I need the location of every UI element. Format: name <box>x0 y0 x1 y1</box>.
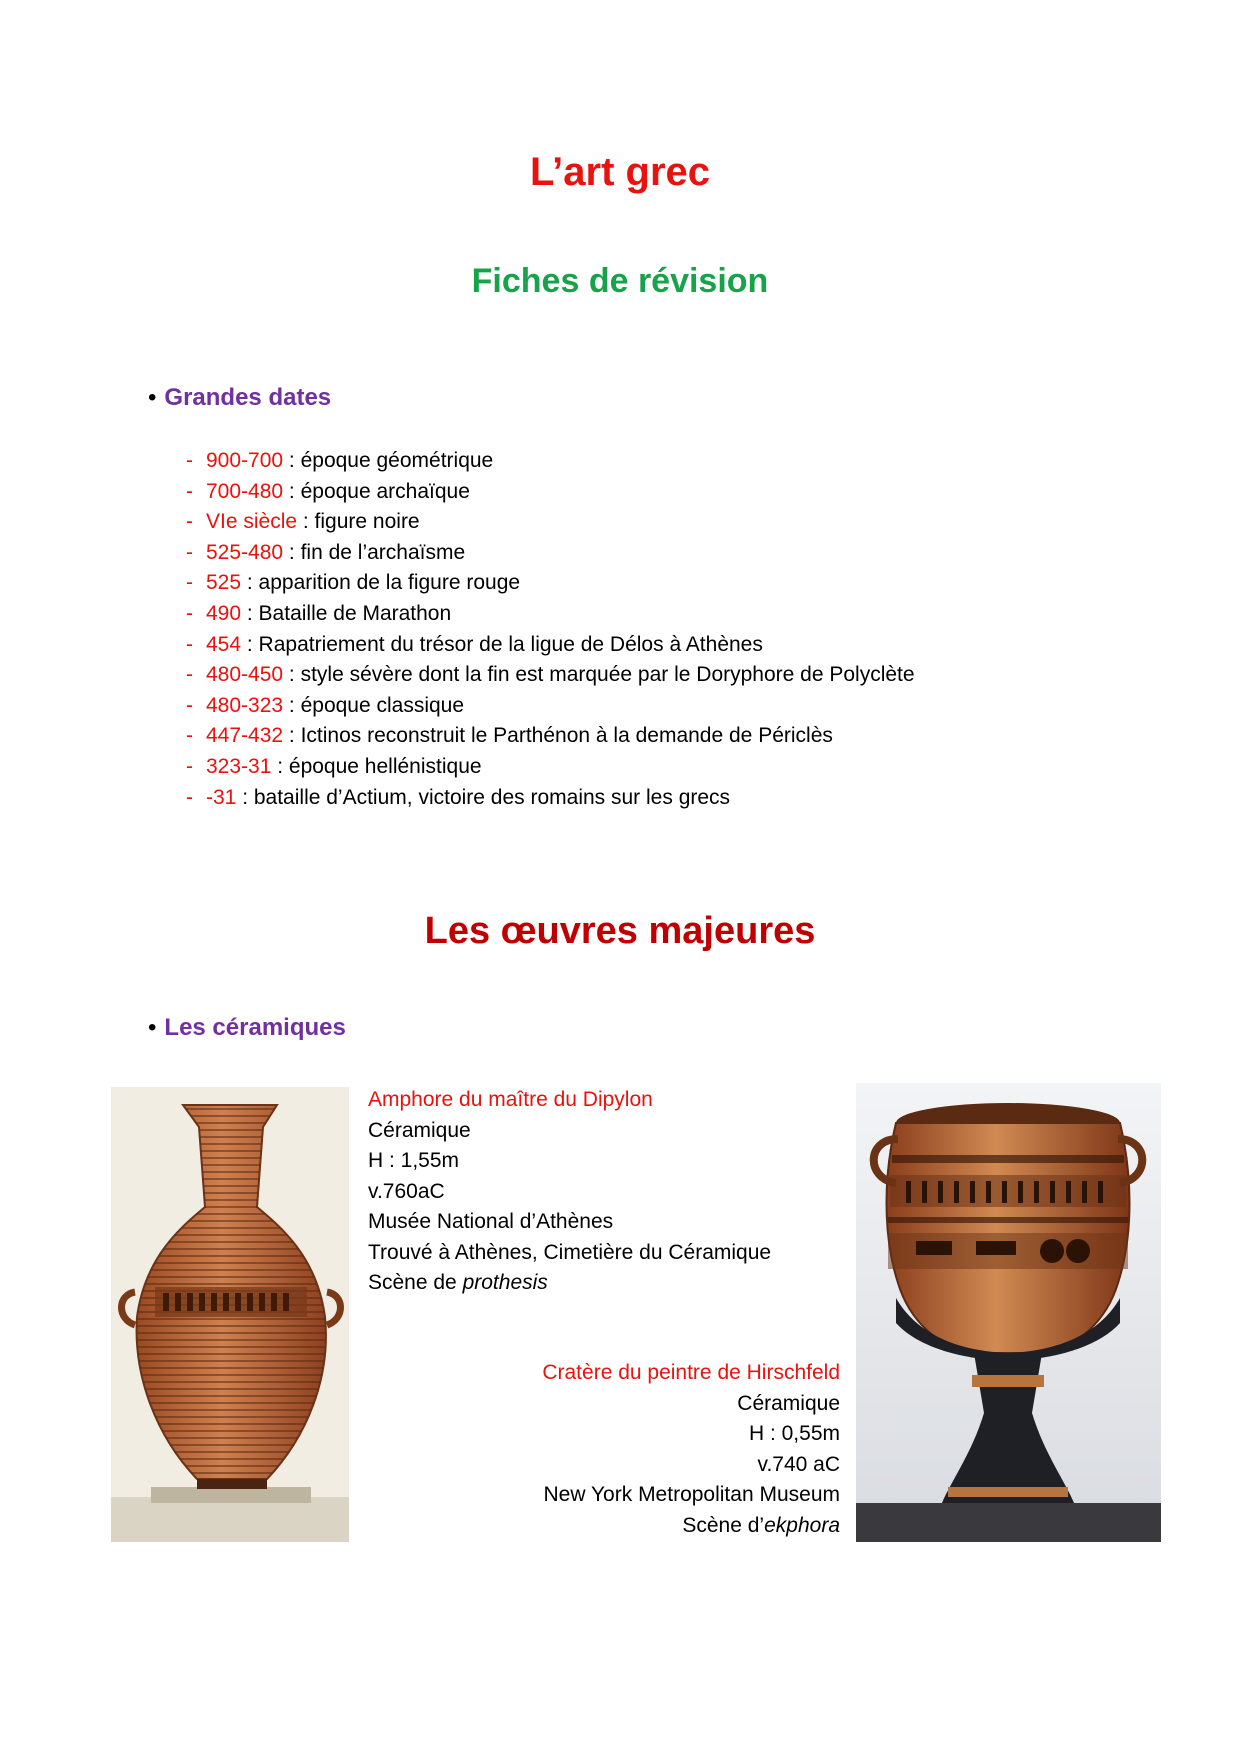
date-label: 700-480 <box>206 479 284 503</box>
date-label: 454 <box>206 632 242 656</box>
date-label: 447-432 <box>206 724 284 748</box>
date-label: 525 <box>206 571 242 595</box>
works-heading: Les œuvres majeures <box>424 910 816 952</box>
list-item: - 700-480 : époque archaïque <box>186 479 470 503</box>
date-description: : Bataille de Marathon <box>241 601 452 625</box>
date-description: : époque géométrique <box>283 449 494 472</box>
section-label: Les céramiques <box>164 1014 346 1041</box>
work-museum: Musée National d’Athènes <box>368 1210 614 1233</box>
krater-illustration <box>856 1083 1161 1542</box>
page-subtitle: Fiches de révision <box>471 262 769 300</box>
scene-prefix: Scène de <box>368 1271 463 1294</box>
work-museum: New York Metropolitan Museum <box>543 1483 840 1506</box>
list-item: - 900-700 : époque géométrique <box>186 449 494 472</box>
work-height: H : 1,55m <box>368 1149 460 1172</box>
work-name: Cratère du peintre de Hirschfeld <box>542 1361 840 1384</box>
date-description: : époque classique <box>283 693 465 717</box>
work-info-amphora <box>368 1085 771 1299</box>
date-description: : Rapatriement du trésor de la ligue de Délos à Athènes <box>241 632 763 656</box>
date-description: : Ictinos reconstruit le Parthénon à la demande de Périclès <box>283 724 833 748</box>
work-material: Céramique <box>737 1391 840 1415</box>
list-item: - 490 : Bataille de Marathon <box>186 601 452 625</box>
date-description: : figure noire <box>297 510 420 534</box>
list-item: - 480-450 : style sévère dont la fin est marquée par le Doryphore de Polyclète <box>186 663 915 687</box>
list-item: - 454 : Rapatriement du trésor de la ligue de Délos à Athènes <box>186 632 763 656</box>
bullet-icon: • <box>148 384 157 411</box>
krater-photo <box>856 1083 1161 1542</box>
date-description: : style sévère dont la fin est marquée par le Doryphore de Polyclète <box>283 663 915 687</box>
list-item: - 480-323 : époque classique <box>186 693 465 717</box>
work-date: v.740 aC <box>757 1452 840 1476</box>
list-item: - -31 : bataille d’Actium, victoire des romains sur les grecs <box>186 785 731 809</box>
work-material: Céramique <box>368 1118 471 1142</box>
section-heading-ceramics <box>148 1014 346 1042</box>
list-item: - 447-432 : Ictinos reconstruit le Parthénon à la demande de Périclès <box>186 724 833 748</box>
list-item: - 525 : apparition de la figure rouge <box>186 571 521 595</box>
work-date: v.760aC <box>368 1179 445 1203</box>
scene-prefix: Scène d’ <box>682 1513 765 1537</box>
date-label: -31 <box>206 785 237 809</box>
bullet-icon: • <box>148 1014 157 1041</box>
date-label: 323-31 <box>206 754 272 778</box>
date-label: 490 <box>206 601 242 625</box>
work-scene <box>368 1268 771 1299</box>
date-label: VIe siècle <box>206 510 298 534</box>
date-description: : époque hellénistique <box>271 754 482 778</box>
list-item: - VIe siècle : figure noire <box>186 510 420 534</box>
work-found: Trouvé à Athènes, Cimetière du Céramique <box>368 1240 772 1264</box>
scene-term: ekphora <box>764 1513 840 1537</box>
list-item: - 525-480 : fin de l’archaïsme <box>186 540 466 564</box>
amphora-photo <box>111 1087 349 1542</box>
section-heading-dates <box>148 384 331 412</box>
date-description: : bataille d’Actium, victoire des romains sur les grecs <box>236 785 731 809</box>
date-label: 900-700 <box>206 449 284 472</box>
section-label: Grandes dates <box>164 384 332 411</box>
dates-list <box>186 446 915 813</box>
amphora-illustration <box>111 1087 349 1542</box>
date-label: 525-480 <box>206 540 284 564</box>
list-item: - 323-31 : époque hellénistique <box>186 754 482 778</box>
date-label: 480-323 <box>206 693 284 717</box>
date-description: : apparition de la figure rouge <box>241 571 521 595</box>
scene-term: prothesis <box>462 1271 548 1294</box>
work-name: Amphore du maître du Dipylon <box>368 1088 653 1111</box>
date-label: 480-450 <box>206 663 284 687</box>
work-scene <box>542 1511 840 1542</box>
page-title: L’art grec <box>529 150 711 194</box>
date-description: : époque archaïque <box>283 479 470 503</box>
work-info-krater <box>542 1358 840 1541</box>
date-description: : fin de l’archaïsme <box>283 540 466 564</box>
work-height: H : 0,55m <box>748 1422 840 1445</box>
